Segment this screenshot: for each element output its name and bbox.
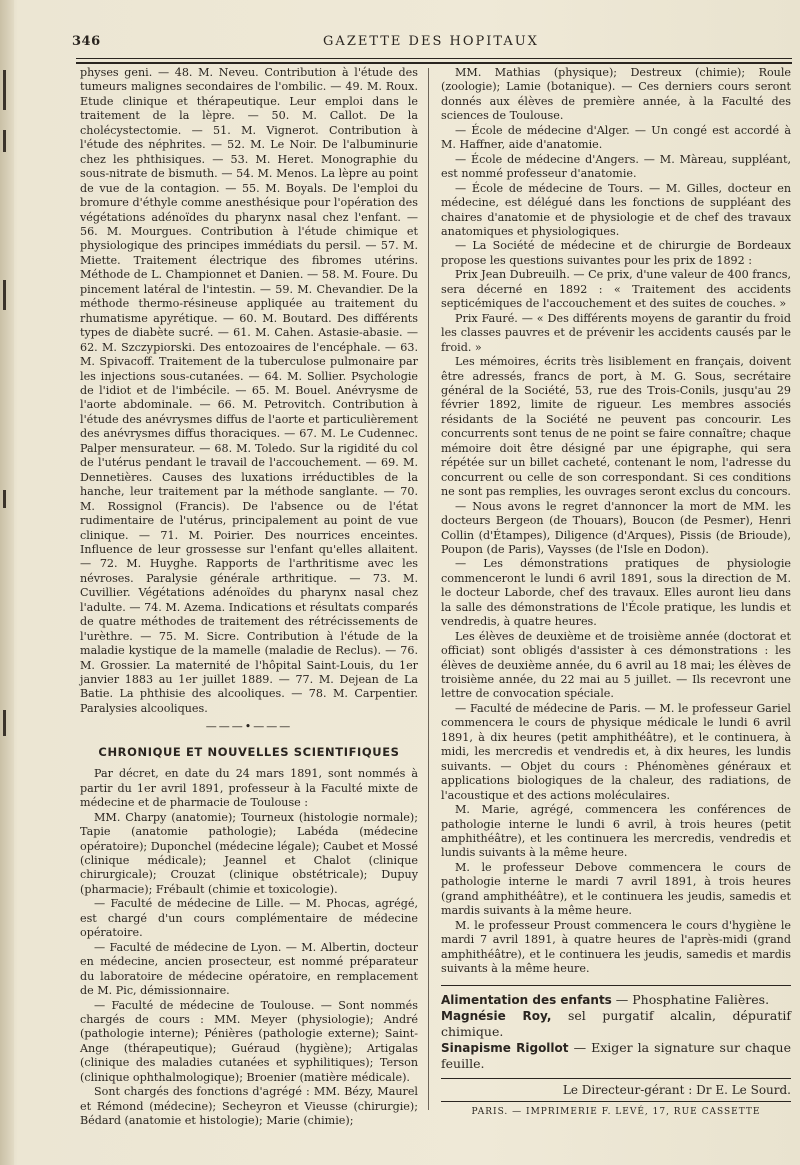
header-rule	[76, 58, 792, 59]
margin-mark	[3, 70, 6, 110]
journal-title: GAZETTE DES HOPITAUX	[323, 34, 539, 49]
news-paragraph: Par décret, en date du 24 mars 1891, sont nommés à partir du 1er avril 1891, professeur à la Faculté mixte de médecine et de pharmacie de Toulouse :	[80, 767, 418, 810]
ad-product-name: Alimentation des enfants	[441, 992, 612, 1007]
news-paragraph: — Faculté de médecine de Paris. — M. le professeur Gariel commencera le cours de physique médicale le lundi 6 avril 1891, à dix heures (petit amphithéâtre), et le continuera, à midi, les mercredis et vendredis et, à dix heures, les lundis suivants. — Objet du cours : Phénomènes généraux et applications biologiques de la chaleur, des radiations, de l'acoustique et des actions moléculaires.	[441, 701, 791, 802]
news-paragraph: — École de médecine d'Alger. — Un congé est accordé à M. Haffner, aide d'anatomie.	[441, 123, 791, 152]
section-ornament: ———•———	[205, 720, 293, 734]
news-paragraph: — Faculté de médecine de Lyon. — M. Albertin, docteur en médecine, ancien prosecteur, est nommé préparateur du laboratoire de médecine opératoire, en remplacement de M. Pic, démissionnaire.	[80, 940, 418, 998]
margin-marks	[2, 70, 10, 1070]
news-paragraph: — Les démonstrations pratiques de physiologie commenceront le lundi 6 avril 1891, sous la direction de M. le docteur Laborde, chef des travaux. Elles auront lieu dans la salle des démonstrations de l'École pratique, les lundis et vendredis, à quatre heures.	[441, 557, 791, 629]
news-paragraph: M. le professeur Debove commencera le cours de pathologie interne le mardi 7 avril 1891, à trois heures (grand amphithéâtre), et le continuera les jeudis, samedis et mardis suivants à la même heure.	[441, 860, 791, 918]
news-paragraph: Sont chargés des fonctions d'agrégé : MM. Bézy, Maurel et Rémond (médecine); Secheyron et Vieusse (chirurgie); Bédard (anatomie et histologie); Marie (chimie);	[80, 1085, 418, 1128]
margin-mark	[3, 490, 6, 508]
news-paragraph: — Faculté de médecine de Lille. — M. Phocas, agrégé, est chargé d'un cours complémentaire de médecine opératoire.	[80, 897, 418, 940]
news-paragraph: — La Société de médecine et de chirurgie de Bordeaux propose les questions suivantes pour les prix de 1892 :	[441, 239, 791, 267]
news-paragraph: M. Marie, agrégé, commencera les conférences de pathologie interne le lundi 6 avril, à trois heures (petit amphithéâtre), et les continuera les mercredis, vendredis et lundis suivants à la même heure.	[441, 803, 791, 860]
news-paragraph: MM. Charpy (anatomie); Tourneux (histologie normale); Tapie (anatomie pathologie); Labéda (médecine opératoire); Duponchel (médecine légale); Caubet et Mossé (clinique médicale); Jeannel et Chalot (clinique chirurgicale); Crouzat (clinique obstétricale); Dupuy (pharmacie); Frébault (chimie et toxicologie).	[80, 810, 418, 896]
margin-mark	[3, 710, 6, 736]
column-divider	[428, 68, 429, 1110]
right-column	[441, 66, 791, 1119]
news-paragraph: — École de médecine d'Angers. — M. Màreau, suppléant, est nommé professeur d'anatomie.	[441, 152, 791, 181]
ad-product-name: Magnésie Roy,	[441, 1008, 552, 1023]
ad-line	[441, 1040, 791, 1072]
left-column	[80, 66, 418, 1129]
ad-text: — Phosphatine Falières.	[611, 991, 770, 1007]
section-title: CHRONIQUE ET NOUVELLES SCIENTIFIQUES	[98, 744, 400, 759]
news-paragraph: Prix Fauré. — « Des différents moyens de garantir du froid les classes pauvres et de prévenir les accidents causés par le froid. »	[441, 311, 791, 354]
news-paragraph: M. le professeur Proust commencera le cours d'hygiène le mardi 7 avril 1891, à quatre heures de l'après-midi (grand amphithéâtre), et le continuera les jeudis, samedis et mardis suivants à la même heure.	[441, 918, 791, 976]
printer-line: PARIS. — IMPRIMERIE F. LEVÉ, 17, RUE CASSETTE	[441, 1101, 791, 1119]
margin-mark	[3, 280, 6, 310]
ad-text: — Exiger la signature sur chaque feuille.	[441, 1039, 791, 1071]
news-paragraph: — École de médecine de Tours. — M. Gilles, docteur en médecine, est délégué dans les fonctions de suppléant des chaires d'anatomie et de physiologie et de chef des travaux anatomiques et physiologiques.	[441, 181, 791, 238]
news-paragraph: — Nous avons le regret d'annoncer la mort de MM. les docteurs Bergeon (de Thouars), Boucon (de Pesmer), Henri Collin (d'Étampes), Diligence (d'Arques), Pissis (de Brioude), Poupon (de Paris), Vaysses (de l'Isle en Dodon).	[441, 499, 791, 556]
ad-line	[441, 1008, 791, 1040]
header-rule-thick	[76, 62, 792, 64]
news-paragraph: Les mémoires, écrits très lisiblement en français, doivent être adressés, francs de port, à M. G. Sous, secrétaire général de la Société, 53, rue des Trois-Conils, jusqu'au 29 février 1892, limite de rigueur. Les membres associés résidants de la Société ne peuvent pas concourir. Les concurrents sont tenus de ne point se faire connaître; chaque mémoire doit être désigné par une épigraphe, qui sera répétée sur un billet cacheté, contenant le nom, l'adresse du concurrent ou celle de son correspondant. Si ces conditions ne sont pas remplies, les ouvrages seront exclus du concours.	[441, 355, 791, 499]
news-paragraph: — Faculté de médecine de Toulouse. — Sont nommés chargés de cours : MM. Meyer (physiologie); André (pathologie interne); Pénières (pathologie externe); Saint-Ange (thérapeutique); Guéraud (hygiène); Artigalas (clinique des maladies cutanées et syphilitiques); Terson (clinique ophthalmologique); Broenier (matière médicale).	[80, 998, 418, 1084]
margin-mark	[3, 130, 6, 152]
director-line: Le Directeur-gérant : Dr E. Le Sourd.	[441, 1078, 791, 1097]
page-number: 346	[72, 34, 101, 49]
page-header	[72, 34, 790, 56]
advertisements	[441, 985, 791, 1072]
ad-line	[441, 992, 791, 1008]
thesis-list-paragraph: physes geni. — 48. M. Neveu. Contribution à l'étude des tumeurs malignes secondaires de l'ombilic. — 49. M. Roux. Etude clinique et thérapeutique. Leur emploi dans le traitement de la lèpre. — 50. M. Callot. De la cholécystectomie. — 51. M. Vignerot. Contribution à l'étude des néphrites. — 52. M. Le Noir. De l'albuminurie chez les phthisiques. — 53. M. Heret. Monographie du sous-nitrate de bismuth. — 54. M. Menos. La lèpre au point de vue de la contagion. — 55. M. Boyals. De l'emploi du bromure d'éthyle comme anesthésique pour l'opération des végétations adénoïdes du pharynx nasal chez l'enfant. — 56. M. Mourgues. Contribution à l'étude chimique et physiologique des principes immédiats du persil. — 57. M. Miette. Traitement électrique des fibromes utérins. Méthode de L. Championnet et Danien. — 58. M. Foure. Du pincement latéral de l'intestin. — 59. M. Chevandier. De la méthode thermo-résineuse appliquée au traitement du rhumatisme apyrétique. — 60. M. Boutard. Des différents types de diabète sucré. — 61. M. Cahen. Astasie-abasie. — 62. M. Szczypiorski. Des entozoaires de l'encéphale. — 63. M. Spivacoff. Traitement de la tuberculose pulmonaire par les injections sous-cutanées. — 64. M. Sollier. Psychologie de l'idiot et de l'imbécile. — 65. M. Bouel. Anévrysme de l'aorte abdominale. — 66. M. Petrovitch. Contribution à l'étude des anévrysmes diffus de l'aorte et particulièrement des anévrysmes diffus thoraciques. — 67. M. Le Cudennec. Palper mensurateur. — 68. M. Toledo. Sur la rigidité du col de l'utérus pendant le travail de l'accouchement. — 69. M. Dennetières. Causes des luxations irréductibles de la hanche, leur traitement par la méthode sanglante. — 70. M. Rossignol (Francis). De l'absence ou de l'état rudimentaire de l'utérus, principalement au point de vue clinique. — 71. M. Poirier. Des nourrices enceintes. Influence de leur grossesse sur l'enfant qu'elles allaitent. — 72. M. Huyghe. Rapports de l'arthritisme avec les névroses. Paralysie générale arthritique. — 73. M. Cuvillier. Végétations adénoïdes du pharynx nasal chez l'adulte. — 74. M. Azema. Indications et résultats comparés de quatre méthodes de traitement des rétrécissements de l'urèthre. — 75. M. Sicre. Contribution à l'étude de la maladie kystique de la mamelle (maladie de Reclus). — 76. M. Grossier. La maternité de l'hôpital Saint-Louis, du 1er janvier 1883 au 1er juillet 1889. — 77. M. Dejean de La Batie. La phthisie des alcooliques. — 78. M. Carpentier. Paralysies alcooliques.	[80, 66, 418, 715]
news-paragraph: Prix Jean Dubreuilh. — Ce prix, d'une valeur de 400 francs, sera décerné en 1892 : « Traitement des accidents septicémiques de l'accouchement et des suites de couches. »	[441, 268, 791, 311]
ad-product-name: Sinapisme Rigollot	[441, 1040, 569, 1055]
ad-text: sel purgatif alcalin, dépuratif chimique.	[441, 1007, 791, 1039]
news-paragraph: Les élèves de deuxième et de troisième année (doctorat et officiat) sont obligés d'assister à ces démonstrations : les élèves de deuxième année, du 6 avril au 18 mai; les élèves de troisième année, du 22 mai au 5 juillet. — Ils recevront une lettre de convocation spéciale.	[441, 629, 791, 701]
news-paragraph: MM. Mathias (physique); Destreux (chimie); Roule (zoologie); Lamie (botanique). — Ces derniers cours seront donnés aux élèves de première année, à la Faculté des sciences de Toulouse.	[441, 66, 791, 123]
